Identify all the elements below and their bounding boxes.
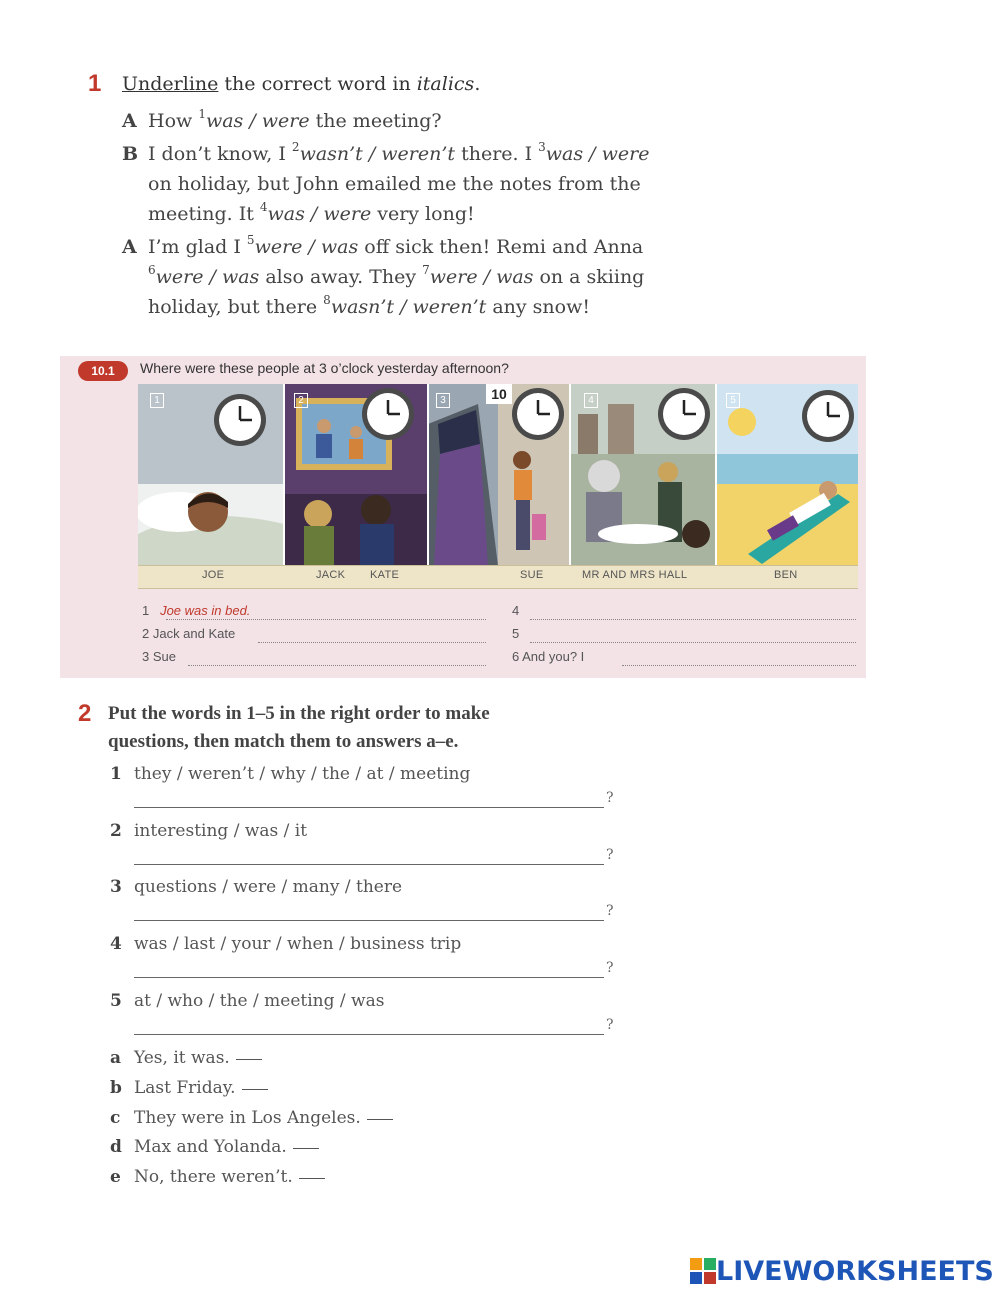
choice-4[interactable]: was / were [267, 203, 372, 225]
picture-number-5: 5 [726, 393, 740, 408]
speaker-label: A [122, 236, 137, 258]
question-5 [110, 991, 384, 1011]
panel-answer-6-label: 6 And you? I [512, 649, 585, 664]
answer-letter: b [110, 1078, 122, 1098]
dialogue-text: meeting. It [148, 203, 260, 225]
answer-line-1[interactable] [166, 618, 486, 620]
panel-answer-2-label: 2 Jack and Kate [142, 626, 236, 641]
dialogue-text: holiday, but there [148, 296, 324, 318]
dialogue-text: very long! [371, 203, 475, 225]
question-2 [110, 821, 307, 841]
gap-number: 8 [323, 292, 331, 307]
name-label: JACK [316, 569, 346, 581]
instruction-period: . [474, 73, 481, 95]
speaker-label: A [122, 110, 137, 132]
question-2-answer-line[interactable] [134, 863, 604, 865]
answer-text: They were in Los Angeles. [134, 1108, 361, 1128]
answer-letter: d [110, 1137, 122, 1157]
answer-line-4[interactable] [530, 618, 856, 620]
clock-icon [214, 394, 266, 446]
dialogue-line-5 [122, 232, 682, 262]
question-words: at / who / the / meeting / was [134, 991, 385, 1011]
answer-text: No, there weren’t. [134, 1167, 293, 1187]
dialogue-line-4 [122, 199, 682, 229]
liveworksheets-logo [690, 1254, 994, 1288]
choice-3[interactable]: was / were [545, 143, 650, 165]
answer-e [110, 1167, 325, 1187]
dialogue-text: the meeting? [309, 110, 442, 132]
name-label: SUE [520, 569, 544, 581]
dialogue-text: I’m glad I [148, 236, 247, 258]
dialogue-text: off sick then! Remi and Anna [358, 236, 644, 258]
panel-answer-3-label: 3 Sue [142, 649, 176, 664]
gap-number: 7 [422, 262, 430, 277]
dialogue-text: there. I [455, 143, 539, 165]
match-blank[interactable] [242, 1088, 268, 1090]
dialogue [122, 106, 682, 322]
question-mark: ? [606, 790, 614, 806]
question-1-answer-line[interactable] [134, 806, 604, 808]
answer-letter: a [110, 1048, 122, 1068]
choice-6[interactable]: were / was [155, 266, 260, 288]
clock-icon [362, 388, 414, 440]
instruction-line-2: questions, then match them to answers a–e. [108, 731, 459, 752]
dialogue-text: on holiday, but John emailed me the notes from the [148, 173, 641, 195]
picture-number-4: 4 [584, 393, 598, 408]
dialogue-text: How [148, 110, 199, 132]
answer-c [110, 1108, 393, 1128]
choice-7[interactable]: were / was [429, 266, 534, 288]
match-blank[interactable] [367, 1118, 393, 1120]
name-label: KATE [370, 569, 400, 581]
gap-number: 2 [291, 139, 300, 154]
liveworksheets-logo-icon [690, 1258, 716, 1284]
question-number: 2 [110, 821, 122, 841]
match-blank[interactable] [236, 1058, 262, 1060]
dialogue-text: I don’t know, I [148, 143, 292, 165]
answer-number: 1 [142, 603, 150, 618]
names-bar [138, 565, 858, 589]
gap-number: 1 [198, 106, 206, 121]
panel-answer-4-label: 4 [512, 603, 520, 618]
question-words: was / last / your / when / business trip [134, 934, 462, 954]
match-blank[interactable] [299, 1177, 325, 1179]
question-mark: ? [606, 960, 614, 976]
answer-a [110, 1048, 262, 1068]
question-3-answer-line[interactable] [134, 919, 604, 921]
question-5-answer-line[interactable] [134, 1033, 604, 1035]
question-number: 5 [110, 991, 122, 1011]
answer-letter: e [110, 1167, 121, 1187]
name-label: BEN [774, 569, 798, 581]
panel-title: Where were these people at 3 o’clock yesterday afternoon? [140, 360, 509, 376]
instruction-text: the correct word in [218, 73, 417, 95]
gap-number: 4 [259, 199, 268, 214]
question-mark: ? [606, 903, 614, 919]
question-number: 4 [110, 934, 122, 954]
match-blank[interactable] [293, 1147, 319, 1149]
panel-answer-1 [142, 603, 250, 618]
dialogue-text: any snow! [486, 296, 590, 318]
gap-number: 6 [148, 262, 156, 277]
name-label: MR AND MRS HALL [582, 569, 688, 581]
exercise-1-number: 1 [88, 70, 102, 97]
question-4-answer-line[interactable] [134, 976, 604, 978]
name-label: JOE [202, 569, 225, 581]
answer-line-2[interactable] [258, 641, 486, 643]
picture-number-2: 2 [294, 393, 308, 408]
answer-text: Last Friday. [134, 1078, 236, 1098]
question-words: they / weren’t / why / the / at / meeting [134, 764, 471, 784]
gap-number: 3 [538, 139, 546, 154]
dialogue-line-7 [122, 292, 682, 322]
answer-text: Max and Yolanda. [134, 1137, 287, 1157]
dialogue-line-2 [122, 139, 682, 169]
page-reference: 10 [486, 384, 512, 404]
dialogue-line-3 [122, 169, 682, 199]
dialogue-text: also away. They [259, 266, 423, 288]
question-words: questions / were / many / there [134, 877, 403, 897]
instruction-underline-word: Underline [122, 73, 219, 95]
exercise-2-number: 2 [78, 700, 92, 727]
question-mark: ? [606, 1017, 614, 1033]
panel-answer-5-label: 5 [512, 626, 520, 641]
instruction-italics-word: italics [416, 73, 475, 95]
answer-d [110, 1137, 319, 1157]
choice-5[interactable]: were / was [254, 236, 359, 258]
exercise-2-instruction [108, 700, 490, 756]
picture-number-1: 1 [150, 393, 164, 408]
question-3 [110, 877, 402, 897]
clock-icon [802, 390, 854, 442]
choice-2[interactable]: wasn’t / weren’t [299, 143, 456, 165]
illustration-strip [138, 384, 858, 566]
speaker-label: B [122, 143, 139, 165]
choice-8[interactable]: wasn’t / weren’t [330, 296, 487, 318]
question-1 [110, 764, 470, 784]
dialogue-text: on a skiing [533, 266, 645, 288]
picture-number-3: 3 [436, 393, 450, 408]
question-number: 3 [110, 877, 122, 897]
question-mark: ? [606, 847, 614, 863]
question-4 [110, 934, 461, 954]
clock-icon [512, 388, 564, 440]
answer-b [110, 1078, 268, 1098]
clock-icon [658, 388, 710, 440]
dialogue-line-1 [122, 106, 682, 136]
example-answer: Joe was in bed. [160, 603, 251, 618]
question-words: interesting / was / it [134, 821, 308, 841]
exercise-1-instruction [122, 73, 480, 95]
instruction-line-1: Put the words in 1–5 in the right order to make [108, 703, 490, 724]
answer-line-5[interactable] [530, 641, 856, 643]
question-number: 1 [110, 764, 122, 784]
section-badge: 10.1 [78, 361, 128, 381]
answer-line-3[interactable] [188, 664, 486, 666]
answer-letter: c [110, 1108, 121, 1128]
logo-text: LIVEWORKSHEETS [716, 1255, 994, 1287]
answer-line-6[interactable] [622, 664, 856, 666]
gap-number: 5 [246, 232, 255, 247]
answer-text: Yes, it was. [134, 1048, 230, 1068]
dialogue-line-6 [122, 262, 682, 292]
choice-1[interactable]: was / were [205, 110, 310, 132]
